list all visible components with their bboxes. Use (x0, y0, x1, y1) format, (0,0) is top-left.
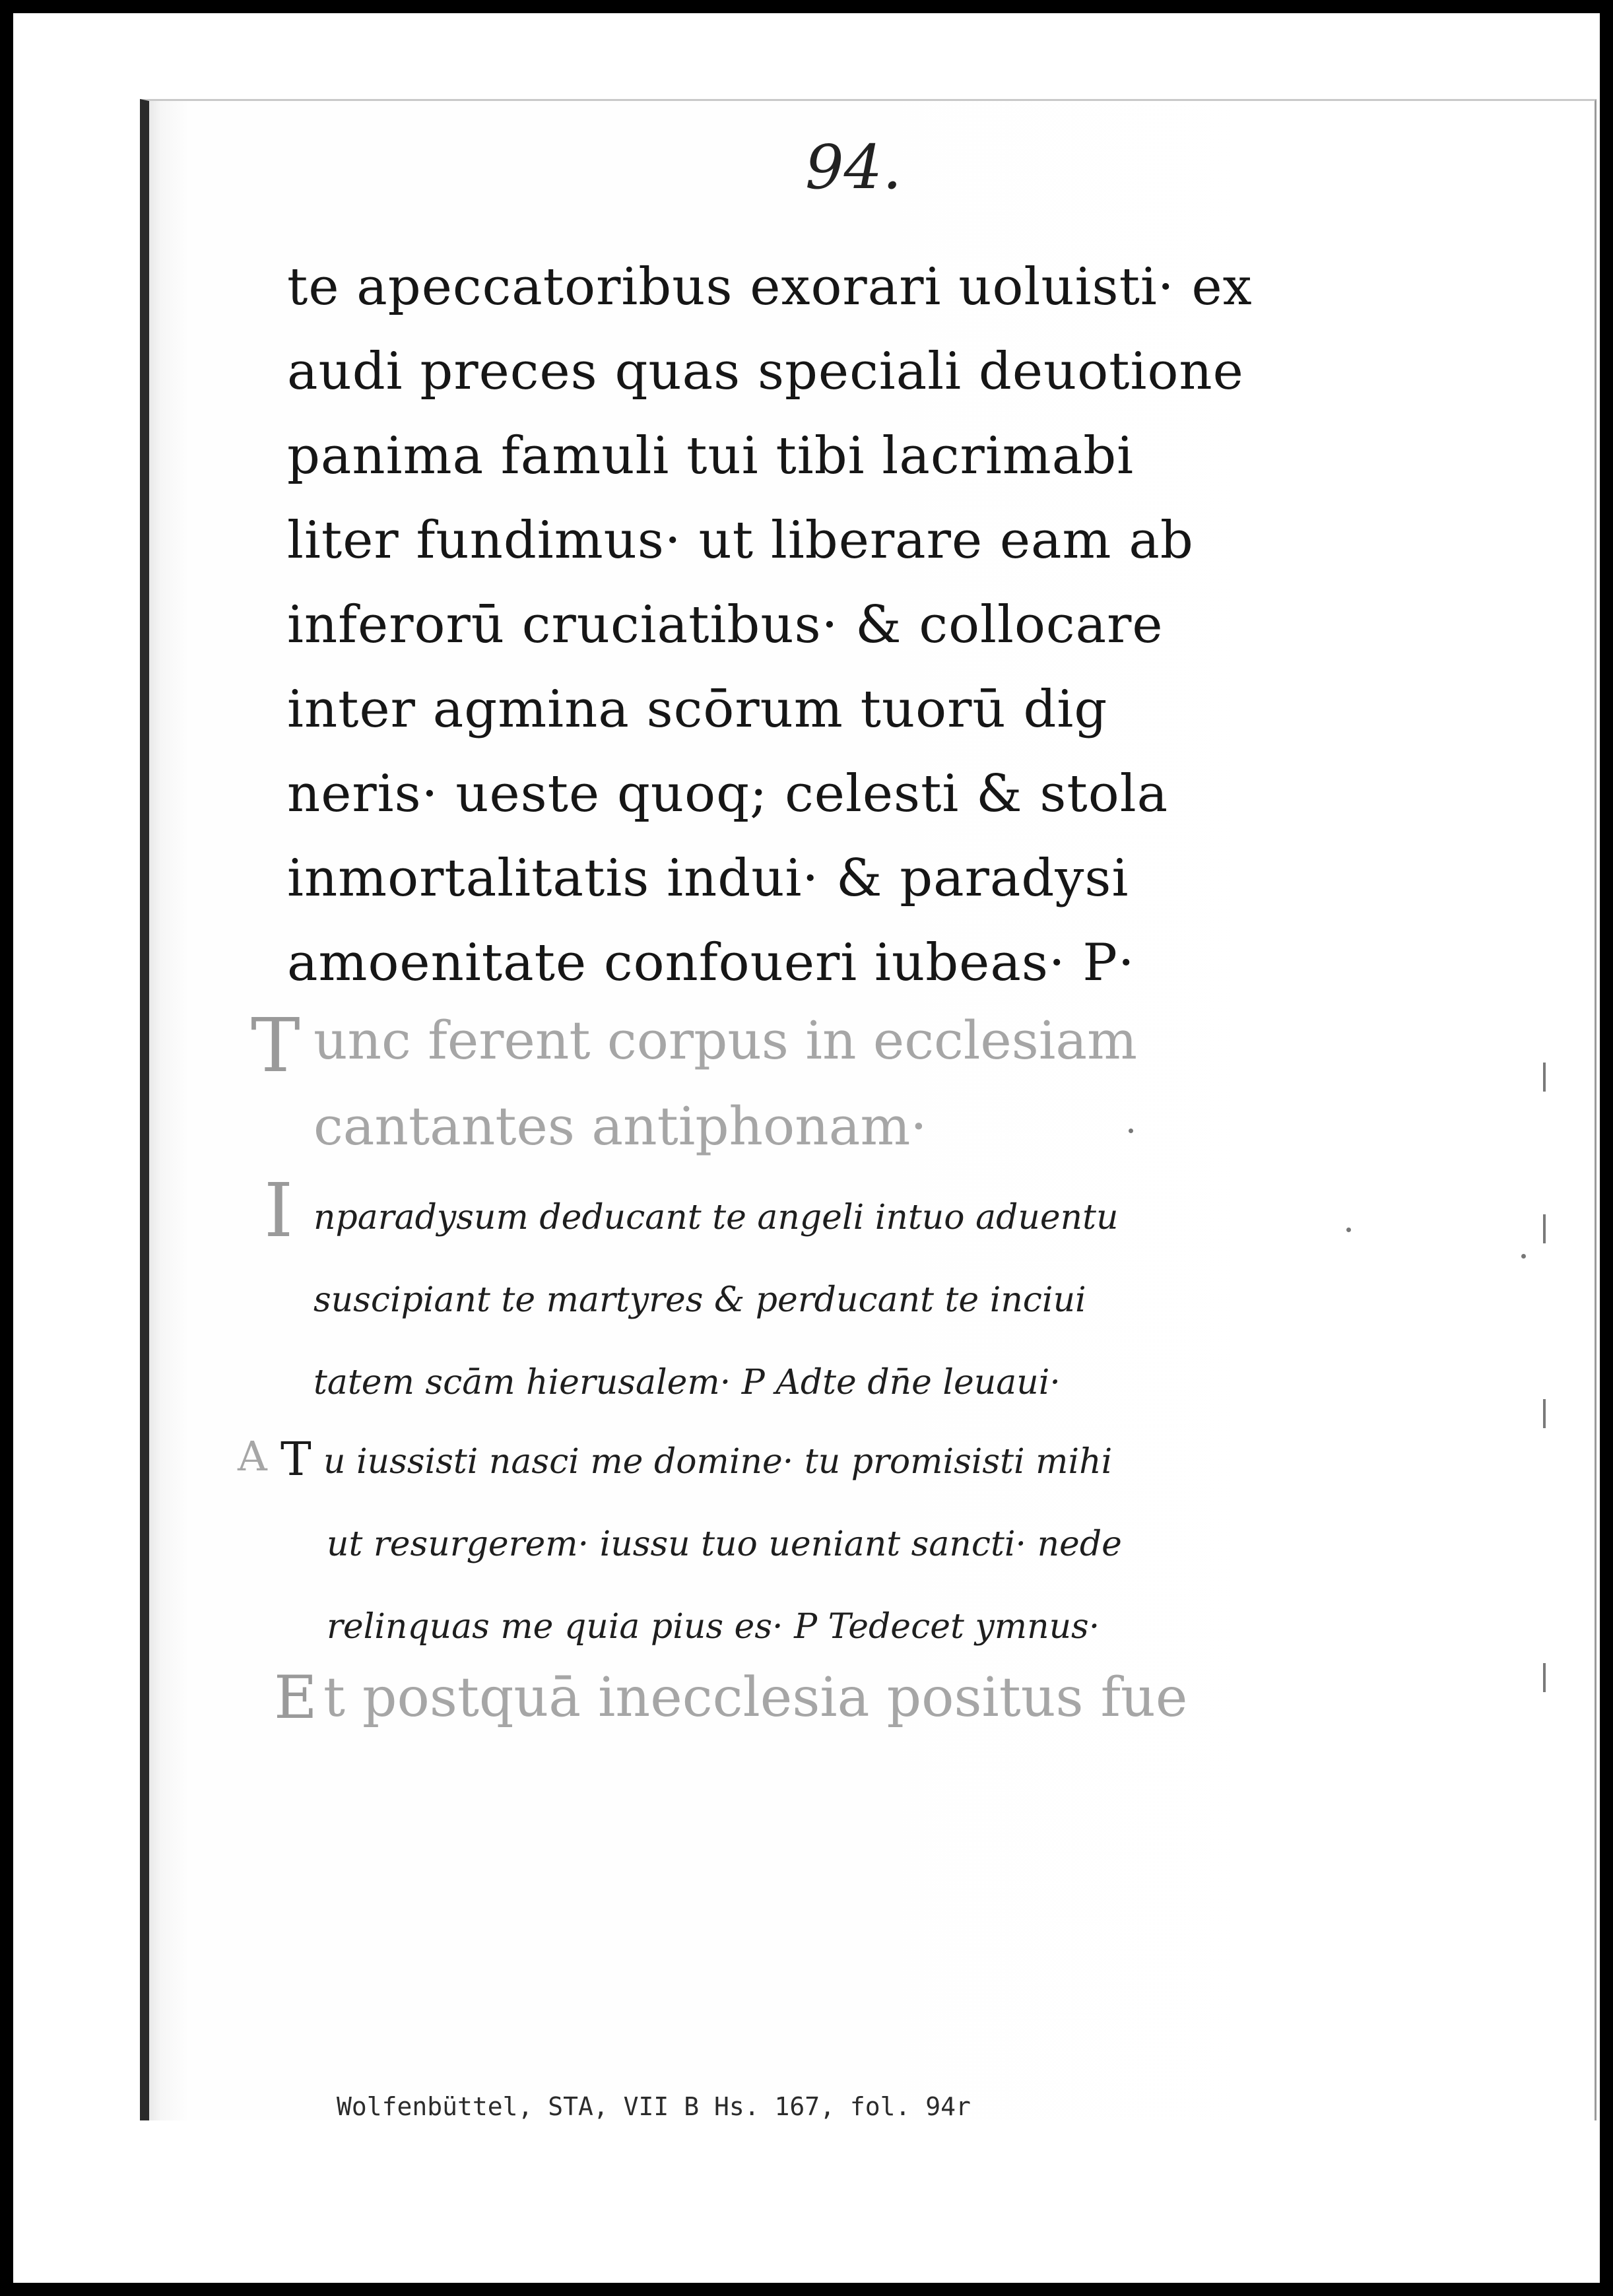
text-line: panima famuli tui tibi lacrimabi (287, 426, 1135, 486)
text-line: amoenitate confoueri iubeas· P· (287, 933, 1135, 993)
rubric-line: cantantes antiphonam· (313, 1096, 927, 1157)
rubric-line: unc ferent corpus in ecclesiam (313, 1010, 1137, 1071)
text-line: neris· ueste quoq; celesti & stola (287, 764, 1169, 824)
edge-mark (1543, 1063, 1546, 1092)
speck (1346, 1228, 1351, 1232)
text-line: liter fundimus· ut liberare eam ab (287, 511, 1194, 570)
chant-line: suscipiant te martyres & perducant te inciui (313, 1280, 1086, 1320)
rubric-initial: T (251, 1003, 300, 1089)
chant-line: ut resurgerem· iussu tuo ueniant sancti· nede (327, 1525, 1122, 1564)
edge-mark (1543, 1399, 1546, 1428)
caption: Wolfenbüttel, STA, VII B Hs. 167, fol. 94r (337, 2092, 971, 2121)
text-line: inter agmina scōrum tuorū dig (287, 680, 1108, 739)
rubric-line: t postquā inecclesia positus fue (323, 1666, 1188, 1729)
text-line: inferorū cruciatibus· & collocare (287, 595, 1164, 655)
chant-line: relinquas me quia pius es· P Tedecet ymnus· (327, 1607, 1100, 1647)
antiphon-initial: T (280, 1432, 312, 1486)
rubric-initial: E (274, 1663, 317, 1732)
speck (1521, 1254, 1526, 1259)
text-line: inmortalitatis indui· & paradysi (287, 849, 1129, 908)
chant-line: tatem scām hierusalem· P Adte dn̄e leuaui· (313, 1363, 1061, 1402)
page-sheet (13, 13, 1600, 2283)
edge-mark (1543, 1663, 1546, 1692)
antiphon-marker: A (238, 1432, 267, 1480)
antiphon-initial: I (264, 1168, 294, 1254)
text-line: audi preces quas speciali deuotione (287, 342, 1244, 401)
chant-line: nparadysum deducant te angeli intuo aduentu (313, 1198, 1119, 1237)
text-line: te apeccatoribus exorari uoluisti· ex (287, 257, 1253, 317)
edge-mark (1543, 1214, 1546, 1243)
folio-number: 94. (805, 132, 902, 203)
chant-line: u iussisti nasci me domine· tu promisisti mihi (323, 1442, 1113, 1482)
speck (1129, 1129, 1133, 1133)
